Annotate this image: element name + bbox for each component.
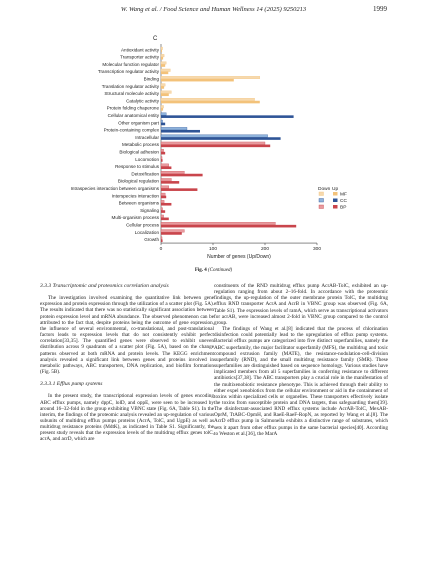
bar-up bbox=[161, 225, 296, 228]
category-label: Binding bbox=[143, 76, 159, 82]
bar-down bbox=[161, 164, 169, 167]
category-label: Translation regulator activity bbox=[101, 83, 159, 89]
category-label: Biological adhesion bbox=[119, 149, 159, 155]
body-paragraph: The investigation involved examining the quantitative link between gene expression and protein expression through the utilization of a scatter plot (Fig. 5A). The results indicated that there was no statistically significant association between protein expression level and mRNA abundance. The observed phenomenon can be attributed to the fact that, despite proteins being the outcome of gene expression, the influence of several environmental, co-translational, and post-translational factors leads to expression levels that do not consistently exhibit perfect correlation[33,35]. The quantified genes were observed to exhibit uneven distribution across 9 quadrants of a scatter plot (Fig. 5A), based on the change patterns observed at both mRNA and protein levels. The KEGG enrichment analysis revealed a significant link between genes and proteins involved in metabolic pathways, ABC transporters, DNA replication, and biofilm formation (Fig. 5B). bbox=[40, 295, 214, 376]
legend-swatch-up bbox=[333, 192, 338, 196]
bar-down bbox=[161, 98, 255, 101]
bar-up bbox=[161, 232, 182, 235]
bar-up bbox=[161, 50, 162, 53]
legend-entry-label: BP bbox=[340, 205, 347, 211]
bar-up bbox=[161, 218, 169, 221]
legend-swatch-down bbox=[319, 199, 324, 203]
category-label: Biological regulation bbox=[117, 178, 159, 184]
bar-down bbox=[161, 142, 265, 145]
category-label: Locomotion bbox=[135, 156, 159, 162]
category-label: Protein folding chaperone bbox=[106, 105, 159, 111]
right-text-column bbox=[214, 283, 388, 437]
x-tick-label: 0 bbox=[159, 247, 163, 253]
bar-down bbox=[161, 178, 171, 181]
category-label: Catalytic activity bbox=[126, 98, 159, 104]
figure-caption-label: Fig. 4 bbox=[194, 268, 207, 273]
bar-up bbox=[161, 86, 164, 89]
bar-down bbox=[161, 149, 164, 152]
bar-down bbox=[161, 230, 184, 233]
bar-up bbox=[161, 137, 281, 140]
legend-swatch-up bbox=[333, 199, 338, 203]
bar-up bbox=[161, 174, 203, 177]
bar-down bbox=[161, 222, 275, 225]
section-heading: 3.3.3.1 Efflux pump systems bbox=[40, 381, 103, 388]
bar-down bbox=[161, 91, 171, 94]
category-label: Transcription regulator activity bbox=[97, 69, 159, 75]
left-text-column bbox=[40, 283, 214, 443]
panel-label: C bbox=[153, 36, 158, 42]
category-label: Transporter activity bbox=[120, 54, 159, 60]
body-paragraph: In the present study, the transcriptional expression levels of genes encoding ABC efflux pumps, namely dppC, lolD, and oppE, were seen to be increased by around 16–32-fold in the group exhibiting VBNC state (Fig. 6A, Table S1). In the interim, the findings of the proteomic analysis revealed an up-regulation of various subunits of multidrug efflux pumps proteins (AcrA, TolC, and UgpE) as well as multidrug resistance proteins (MdtK), as indicated in Table S1. Significantly, the present study reveals that the expression levels of the multidrug efflux genes tolC, acrA, and acrD, which are bbox=[40, 393, 214, 443]
go-annotation-bar-chart bbox=[0, 30, 427, 268]
bar-down bbox=[161, 208, 163, 211]
category-label: Metabolic process bbox=[121, 142, 159, 148]
category-label: Localization bbox=[134, 229, 159, 235]
x-tick-label: 200 bbox=[260, 247, 270, 253]
bar-up bbox=[161, 101, 260, 104]
bar-up bbox=[161, 239, 163, 242]
bar-down bbox=[161, 157, 162, 160]
running-header bbox=[40, 5, 387, 17]
legend-header-down: Down bbox=[318, 187, 331, 192]
category-label: Signaling bbox=[140, 207, 159, 213]
bar-up bbox=[161, 93, 169, 96]
bar-down bbox=[161, 69, 170, 72]
bar-down bbox=[161, 215, 164, 218]
legend-swatch-down bbox=[319, 205, 324, 209]
figure-caption bbox=[0, 268, 427, 273]
bar-down bbox=[161, 47, 163, 50]
page-number: 1999 bbox=[373, 5, 387, 13]
category-label: Between organisms bbox=[118, 200, 159, 206]
category-label: Molecular function regulator bbox=[102, 61, 159, 67]
legend-header-up: Up bbox=[332, 187, 339, 192]
bar-up bbox=[161, 166, 171, 169]
bar-down bbox=[161, 127, 187, 130]
category-label: Cellular process bbox=[126, 222, 159, 228]
category-label: Multi-organism process bbox=[111, 215, 159, 221]
legend-swatch-up bbox=[333, 205, 338, 209]
bar-down bbox=[161, 186, 169, 189]
bar-down bbox=[161, 237, 162, 240]
bar-up bbox=[161, 210, 165, 213]
bar-up bbox=[161, 123, 165, 126]
category-label: Intracellular bbox=[135, 134, 159, 140]
bar-down bbox=[161, 113, 166, 116]
bar-down bbox=[161, 62, 166, 65]
figure-caption-suffix: (Continued) bbox=[208, 268, 233, 273]
bar-up bbox=[161, 181, 179, 184]
bar-down bbox=[161, 105, 164, 108]
bar-down bbox=[161, 171, 184, 174]
body-paragraph: constituents of the RND multidrug efflux pump AcrAB-TolC, exhibited an up-regulation ranging from about 2–16-fold. In accordance with the proteomic findings, the up-regulation of the outer membrane protein TolC, the multidrug efflux RND transporter AcrA and AcrB in VBNC group was observed (Fig. 6A, Table S1). The expression levels of ramA, which serve as transcriptional activators for acrAB, were increased almost 2-fold in VBNC group compared to the control group. bbox=[214, 283, 388, 326]
bar-up bbox=[161, 79, 234, 82]
bar-up bbox=[161, 159, 163, 162]
legend-entry-label: CC bbox=[340, 199, 347, 204]
bar-up bbox=[161, 130, 200, 133]
bar-down bbox=[161, 76, 260, 79]
bar-up bbox=[161, 188, 197, 191]
bar-up bbox=[161, 145, 270, 148]
legend-entry-label: MF bbox=[340, 192, 347, 198]
bar-up bbox=[161, 72, 168, 75]
bar-down bbox=[161, 84, 165, 87]
bar-up bbox=[161, 57, 163, 60]
bar-down bbox=[161, 193, 165, 196]
category-label: Interspecies interaction bbox=[111, 193, 159, 199]
bar-up bbox=[161, 203, 171, 206]
section-heading: 3.3.3 Transcriptomic and proteomics correlation analysis bbox=[40, 283, 169, 289]
bar-up bbox=[161, 64, 165, 67]
bar-up bbox=[161, 196, 166, 199]
bar-down bbox=[161, 120, 163, 123]
category-label: Cellular anatomical entity bbox=[107, 112, 159, 118]
bar-up bbox=[161, 108, 163, 111]
category-label: Intraspecies interaction between organisms bbox=[70, 185, 159, 191]
category-label: Growth bbox=[144, 237, 159, 243]
x-axis-label: Number of genes (Up/Down) bbox=[207, 254, 271, 261]
body-paragraph: The findings of Wang et al.[8] indicated that the process of chlorination disinfection could potentially lead to the upregulation of efflux pump systems. Bacterial efflux pumps are categorized into five distinct superfamilies, namely the ABC superfamily, the major facilitator superfamily (MFS), the multidrug and toxic compound extrusion family (MATE), the resistance-nodulation-cell-division superfamily (RND), and the small multidrug resistance family (SMR). These superfamilies are distinguished based on sequence homology. Various studies have implicated members from all 5 superfamilies in conferring resistance to different antibiotics[37,38]. The ABC transporters play a crucial role in the manifestation of the multixenobiotic resistance phenotype. This is achieved through their ability to either expel xenobiotics from the cellular environment or aid in the containment of toxins within specialized cells or organelles. These transporters effectively isolate the toxins from susceptible protein and DNA targets, thus safeguarding them[39]. The disinfectant-associated RND efflux systems include AcrAB-TolC, MexAB-OprM, TtABC-OpmH, and RaeE-RaeF-RopN, as reported by Wang et al.[8]. The AcrD efflux pump in Salmonella exhibits a distinctive range of substrates, which sets it apart from other efflux pumps in the same bacterial species[40]. According to Weston et al.[36], the MarA bbox=[214, 326, 388, 437]
category-label: Response to stimulus bbox=[115, 164, 159, 170]
category-label: Protein-containing complex bbox=[103, 127, 159, 133]
category-label: Other organism part bbox=[118, 120, 159, 126]
bar-down bbox=[161, 200, 164, 203]
x-tick-label: 100 bbox=[208, 247, 218, 253]
bar-up bbox=[161, 152, 165, 155]
bar-down bbox=[161, 135, 268, 138]
bar-down bbox=[161, 54, 164, 57]
category-label: Antioxidant activity bbox=[120, 47, 159, 53]
x-tick-label: 300 bbox=[312, 247, 322, 253]
bar-up bbox=[161, 115, 294, 118]
legend-swatch-down bbox=[319, 192, 324, 196]
category-label: Detoxification bbox=[131, 171, 159, 177]
category-label: Structural molecule activity bbox=[104, 91, 159, 97]
journal-citation: W. Wang et al. / Food Science and Human Wellness 14 (2025) 9250213 bbox=[120, 6, 307, 13]
